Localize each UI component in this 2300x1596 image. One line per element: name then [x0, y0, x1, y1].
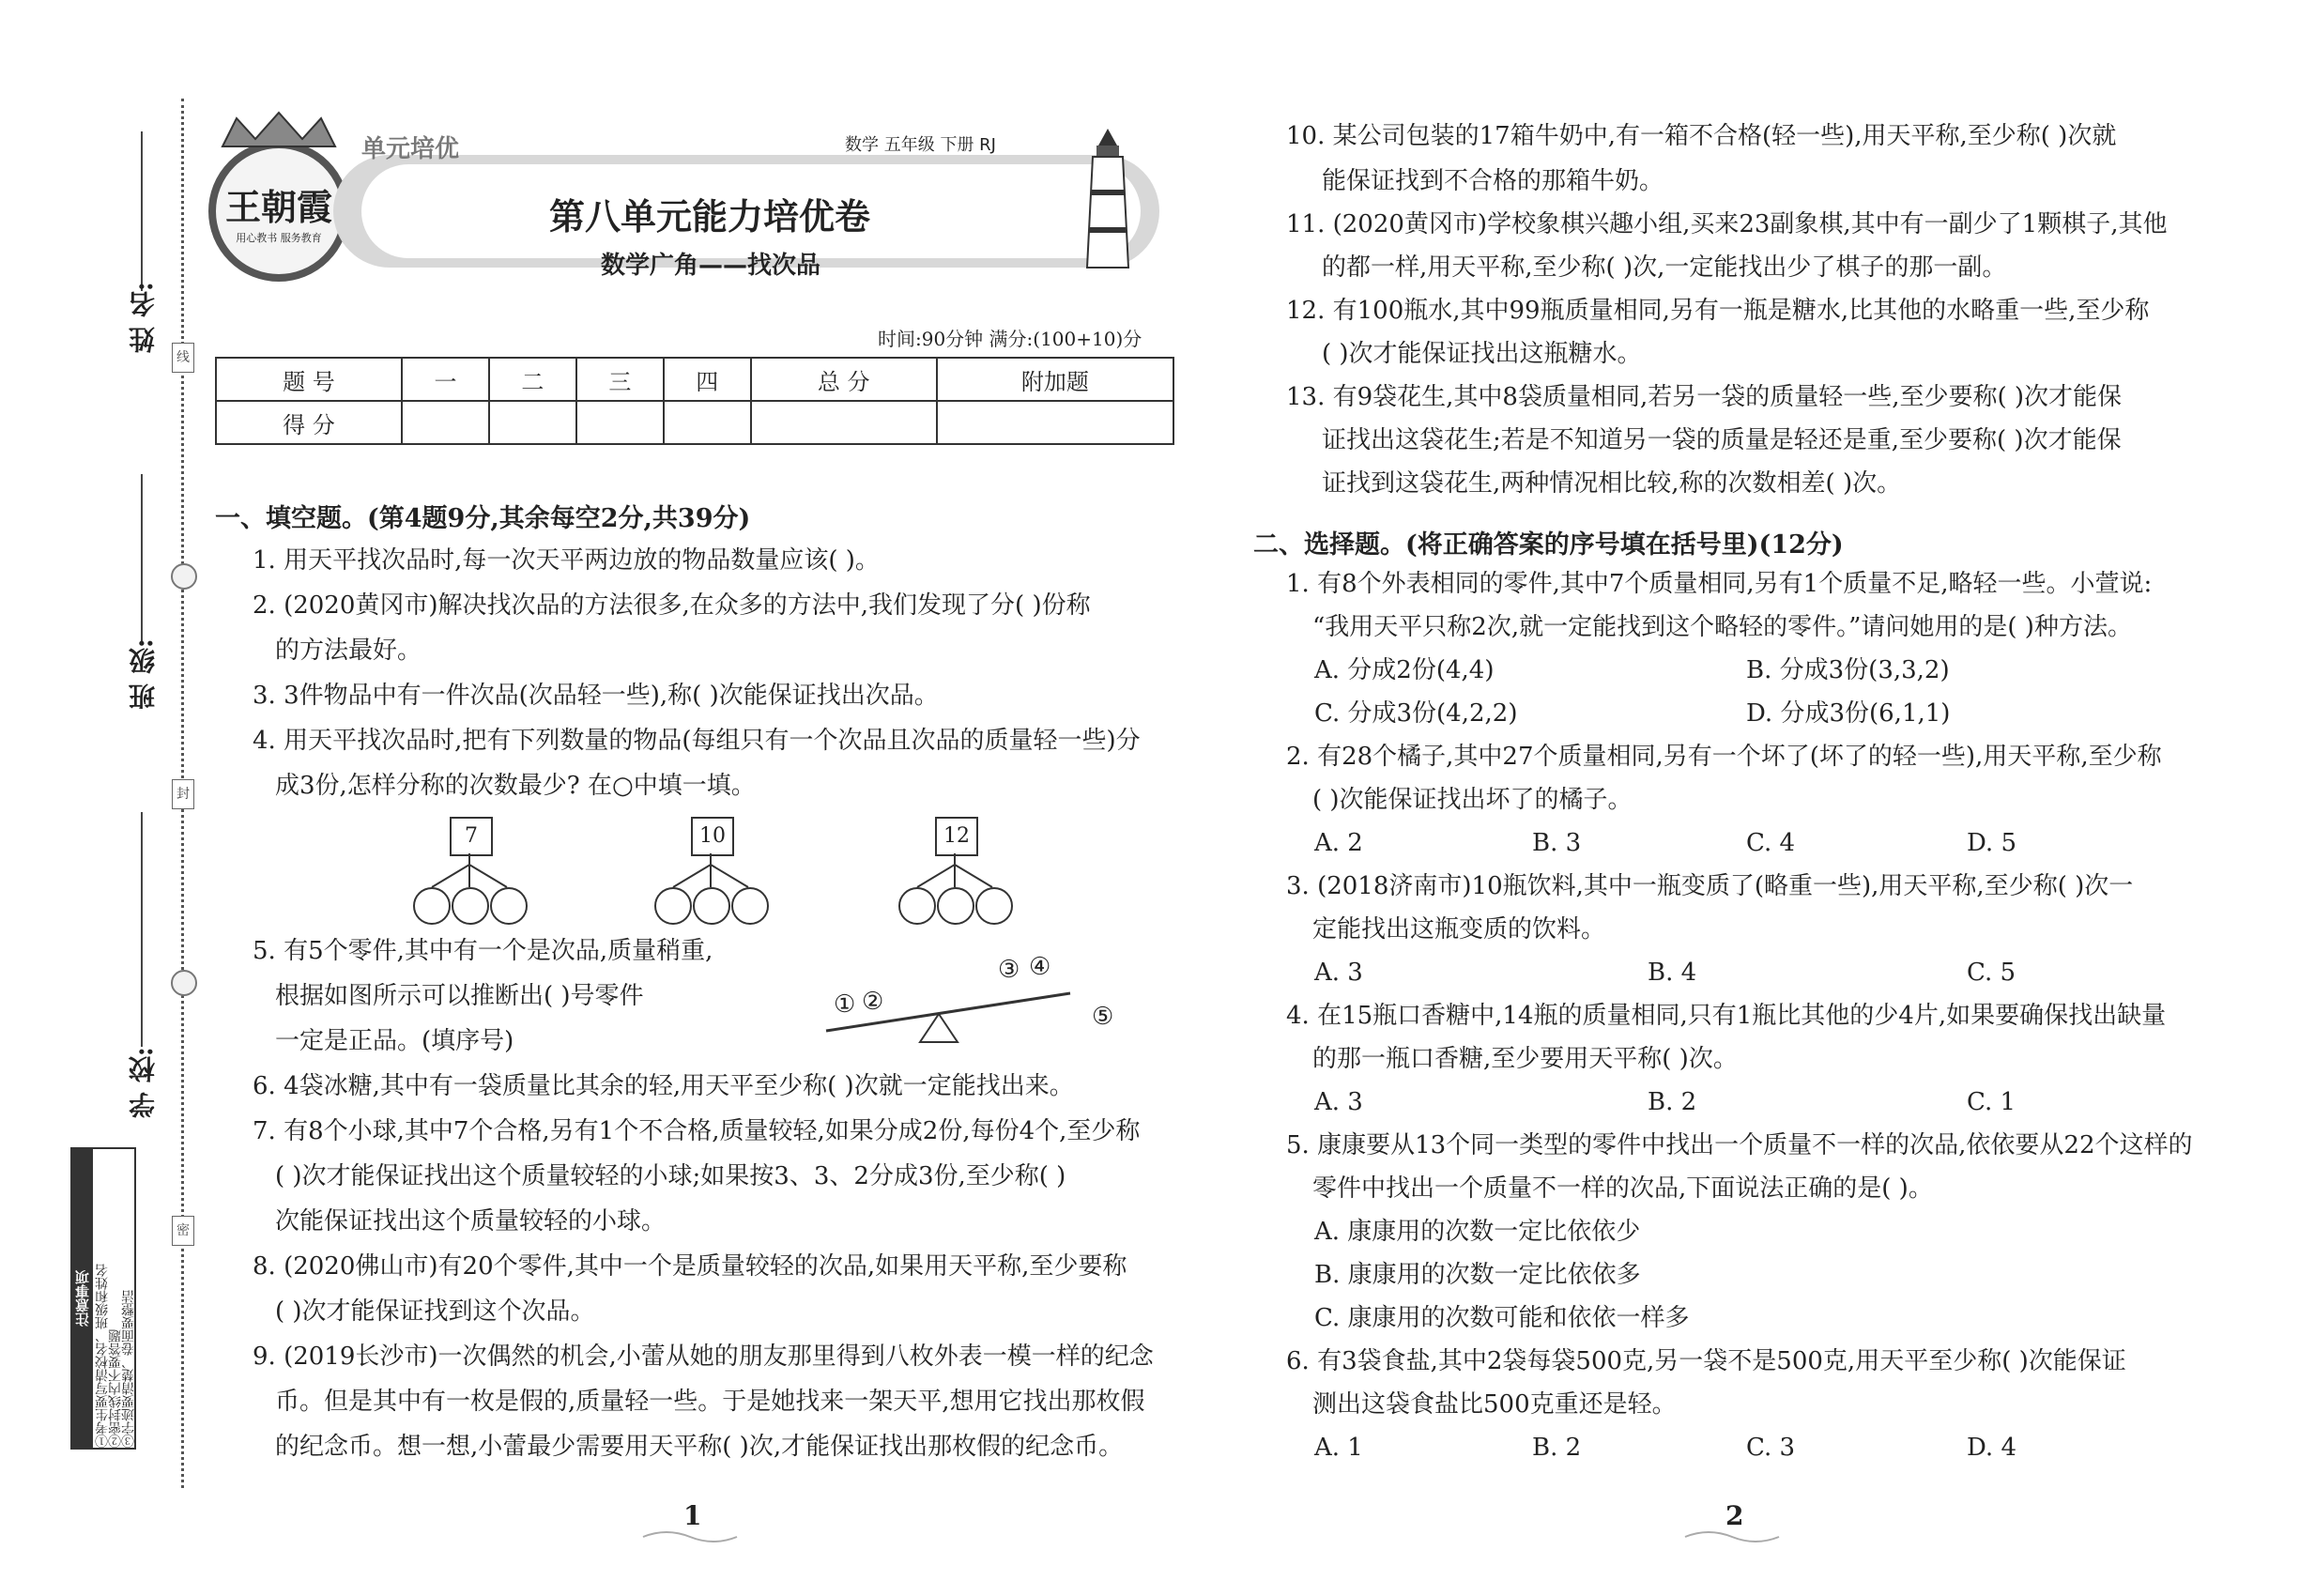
score-table-cell: 四 — [664, 358, 751, 401]
score-table-cell: 一 — [402, 358, 489, 401]
question-line: 零件中找出一个质量不一样的次品,下面说法正确的是( )。 — [1312, 1174, 1933, 1203]
tree-number-box: 7 — [450, 817, 493, 856]
brand-logo — [208, 141, 349, 282]
question-line: 3. (2018济南市)10瓶饮料,其中一瓶变质了(略重一些),用天平称,至少称( )次一 — [1286, 872, 2134, 900]
option-b: B. 4 — [1648, 959, 1697, 987]
option-a: A. 1 — [1314, 1434, 1363, 1462]
question-line: 12. 有100瓶水,其中99瓶质量相同,另有一瓶是糖水,比其他的水略重一些,至少称 — [1286, 297, 2150, 325]
question-line: 7. 有8个小球,其中7个合格,另有1个不合格,质量较轻,如果分成2份,每份4个,至少称 — [253, 1117, 1141, 1145]
score-table — [215, 357, 1174, 445]
option-a: A. 3 — [1314, 1088, 1363, 1116]
notice-item: ①考生要写清校名、班级和姓名 — [95, 1264, 110, 1448]
score-table-cell: 得 分 — [216, 401, 402, 444]
notice-box — [70, 1147, 136, 1450]
option-d: D. 分成3份(6,1,1) — [1746, 699, 1951, 728]
option-b: B. 3 — [1532, 829, 1582, 857]
header-meta: 数学 五年级 下册 RJ — [845, 135, 996, 155]
question-line: 能保证找到不合格的那箱牛奶。 — [1322, 167, 1664, 195]
score-input-cell[interactable] — [937, 401, 1173, 444]
answer-circle[interactable] — [975, 887, 1013, 925]
option-b: B. 2 — [1532, 1434, 1582, 1462]
question-line: 6. 有3袋食盐,其中2袋每袋500克,另一袋不是500克,用天平至少称( )次能保证 — [1286, 1347, 2126, 1375]
section-2-heading: 二、选择题。(将正确答案的序号填在括号里)(12分) — [1253, 530, 1844, 560]
question-line: 证找到这袋花生,两种情况相比较,称的次数相差( )次。 — [1322, 469, 1902, 498]
seal-char-1: 线 — [172, 343, 194, 373]
school-label: 学 校: — [128, 1047, 159, 1119]
binding-hole — [171, 563, 197, 590]
notice-item: ③字迹要清楚、卷面要整洁 — [121, 1290, 136, 1448]
question-line: 5. 有5个零件,其中有一个是次品,质量稍重, — [253, 937, 713, 965]
score-table-cell: 三 — [576, 358, 664, 401]
score-input-cell[interactable] — [576, 401, 664, 444]
option-a: A. 分成2份(4,4) — [1314, 656, 1495, 684]
page-ornament-left — [638, 1526, 742, 1548]
notice-title: 注意事项 — [72, 1149, 93, 1448]
option-c: C. 3 — [1746, 1434, 1796, 1462]
question-line: 次能保证找出这个质量较轻的小球。 — [275, 1207, 667, 1235]
option-b: B. 2 — [1648, 1088, 1697, 1116]
question-line: 3. 3件物品中有一件次品(次品轻一些),称( )次能保证找出次品。 — [253, 682, 939, 710]
answer-circle[interactable] — [731, 887, 769, 925]
tree-number-box: 10 — [691, 817, 734, 856]
question-line: 4. 用天平找次品时,把有下列数量的物品(每组只有一个次品且次品的质量轻一些)分 — [253, 727, 1141, 755]
question-line: 1. 有8个外表相同的零件,其中7个质量相同,另有1个质量不足,略轻一些。小萱说: — [1286, 570, 2153, 598]
name-underline — [141, 131, 143, 291]
question-line: 2. (2020黄冈市)解决找次品的方法很多,在众多的方法中,我们发现了分( )份称 — [253, 591, 1091, 620]
option-c: C. 5 — [1967, 959, 2016, 987]
question-line: 5. 康康要从13个同一类型的零件中找出一个质量不一样的次品,依依要从22个这样的 — [1286, 1131, 2193, 1159]
score-table-cell: 题 号 — [216, 358, 402, 401]
score-table-cell: 二 — [489, 358, 576, 401]
answer-circle[interactable] — [413, 887, 451, 925]
seal-char-2: 封 — [172, 779, 194, 809]
seal-char-3: 密 — [172, 1216, 194, 1246]
option-d: D. 5 — [1967, 829, 2016, 857]
score-table-cell: 附加题 — [937, 358, 1173, 401]
class-label: 班 级: — [128, 638, 159, 711]
question-line: 的都一样,用天平称,至少称( )次,一定能找出少了棋子的那一副。 — [1322, 253, 2007, 282]
question-line: ( )次才能保证找出这个质量较轻的小球;如果按3、3、2分成3份,至少称( ) — [275, 1162, 1066, 1190]
school-underline — [141, 812, 143, 1047]
score-input-cell[interactable] — [664, 401, 751, 444]
question-line: 的纪念币。想一想,小蕾最少需要用天平称( )次,才能保证找出那枚假的纪念币。 — [275, 1433, 1124, 1461]
option-b: B. 康康用的次数一定比依依多 — [1314, 1261, 1641, 1289]
question-line: 6. 4袋冰糖,其中有一袋质量比其余的轻,用天平至少称( )次就一定能找出来。 — [253, 1072, 1074, 1100]
question-line: 定能找出这瓶变质的饮料。 — [1312, 915, 1606, 944]
answer-circle[interactable] — [937, 887, 974, 925]
part-label: ② — [862, 988, 884, 1016]
question-line: 成3份,怎样分称的次数最少? 在○中填一填。 — [275, 772, 756, 800]
tree-lines — [432, 853, 992, 887]
score-input-cell[interactable] — [489, 401, 576, 444]
page-title: 第八单元能力培优卷 — [549, 196, 871, 238]
question-line: 11. (2020黄冈市)学校象棋兴趣小组,买来23副象棋,其中有一副少了1颗棋子,其他 — [1286, 210, 2168, 238]
notice-item: ②密封线内不要答题 — [108, 1329, 123, 1448]
option-a: A. 2 — [1314, 829, 1363, 857]
part-label: ③ — [998, 956, 1020, 984]
question-line: 9. (2019长沙市)一次偶然的机会,小蕾从她的朋友那里得到八枚外表一模一样的纪念 — [253, 1343, 1154, 1371]
question-line: 证找出这袋花生;若是不知道另一袋的质量是轻还是重,至少要称( )次才能保 — [1322, 426, 2122, 454]
tree-number-box: 12 — [935, 817, 978, 856]
unit-tag: 单元培优 — [361, 135, 460, 163]
page-number-left: 1 — [683, 1500, 702, 1531]
answer-circle[interactable] — [898, 887, 936, 925]
question-line: 1. 用天平找次品时,每一次天平两边放的物品数量应该( )。 — [253, 546, 880, 575]
page-ornament-right — [1680, 1526, 1784, 1548]
name-label: 姓 名: — [128, 282, 159, 354]
binding-hole — [171, 970, 197, 996]
option-c: C. 4 — [1746, 829, 1796, 857]
question-line: 根据如图所示可以推断出( )号零件 — [275, 982, 644, 1010]
page-subtitle: 数学广角——找次品 — [601, 252, 821, 280]
question-line: 4. 在15瓶口香糖中,14瓶的质量相同,只有1瓶比其他的少4片,如果要确保找出缺量 — [1286, 1002, 2167, 1030]
option-b: B. 分成3份(3,3,2) — [1746, 656, 1950, 684]
answer-circle[interactable] — [490, 887, 528, 925]
question-line: 币。但是其中有一枚是假的,质量轻一些。于是她找来一架天平,想用它找出那枚假 — [275, 1388, 1145, 1416]
logo-subtext: 用心教书 服务教育 — [236, 232, 322, 244]
question-line: 的那一瓶口香糖,至少要用天平称( )次。 — [1312, 1045, 1738, 1073]
answer-circle[interactable] — [693, 887, 730, 925]
question-line: 2. 有28个橘子,其中27个质量相同,另有一个坏了(坏了的轻一些),用天平称,至少称 — [1286, 743, 2162, 771]
question-line: 的方法最好。 — [275, 637, 422, 665]
option-c: C. 康康用的次数可能和依依一样多 — [1314, 1304, 1690, 1332]
answer-circle[interactable] — [654, 887, 692, 925]
question-line: 13. 有9袋花生,其中8袋质量相同,若另一袋的质量轻一些,至少要称( )次才能保 — [1286, 383, 2123, 411]
question-line: 测出这袋食盐比500克重还是轻。 — [1312, 1390, 1677, 1419]
answer-circle[interactable] — [452, 887, 489, 925]
question-line: ( )次才能保证找到这个次品。 — [275, 1297, 595, 1326]
crown-icon — [218, 111, 340, 148]
section-1-heading: 一、填空题。(第4题9分,其余每空2分,共39分) — [215, 504, 751, 533]
class-underline — [141, 474, 143, 643]
question-line: ( )次才能保证找出这瓶糖水。 — [1322, 340, 1642, 368]
score-table-cell: 总 分 — [751, 358, 937, 401]
question-line: ( )次能保证找出坏了的橘子。 — [1312, 786, 1633, 814]
part-label: ⑤ — [1092, 1003, 1114, 1031]
option-d: D. 4 — [1967, 1434, 2016, 1462]
option-a: A. 3 — [1314, 959, 1363, 987]
logo-text: 王朝霞 — [224, 186, 332, 228]
option-c: C. 分成3份(4,2,2) — [1314, 699, 1518, 728]
question-line: “我用天平只称2次,就一定能找到这个略轻的零件。”请问她用的是( )种方法。 — [1312, 613, 2132, 641]
part-label: ① — [834, 990, 856, 1019]
question-line: 10. 某公司包装的17箱牛奶中,有一箱不合格(轻一些),用天平称,至少称( )次就 — [1286, 122, 2117, 150]
option-a: A. 康康用的次数一定比依依少 — [1314, 1218, 1641, 1246]
score-input-cell[interactable] — [402, 401, 489, 444]
score-input-cell[interactable] — [751, 401, 937, 444]
option-c: C. 1 — [1967, 1088, 2016, 1116]
page-number-right: 2 — [1725, 1500, 1744, 1531]
time-info: 时间:90分钟 满分:(100+10)分 — [878, 328, 1142, 350]
part-label: ④ — [1029, 953, 1051, 981]
question-line: 8. (2020佛山市)有20个零件,其中一个是质量较轻的次品,如果用天平称,至少要称 — [253, 1252, 1127, 1281]
lighthouse-icon — [1080, 127, 1136, 272]
question-line: 一定是正品。(填序号) — [275, 1027, 514, 1055]
